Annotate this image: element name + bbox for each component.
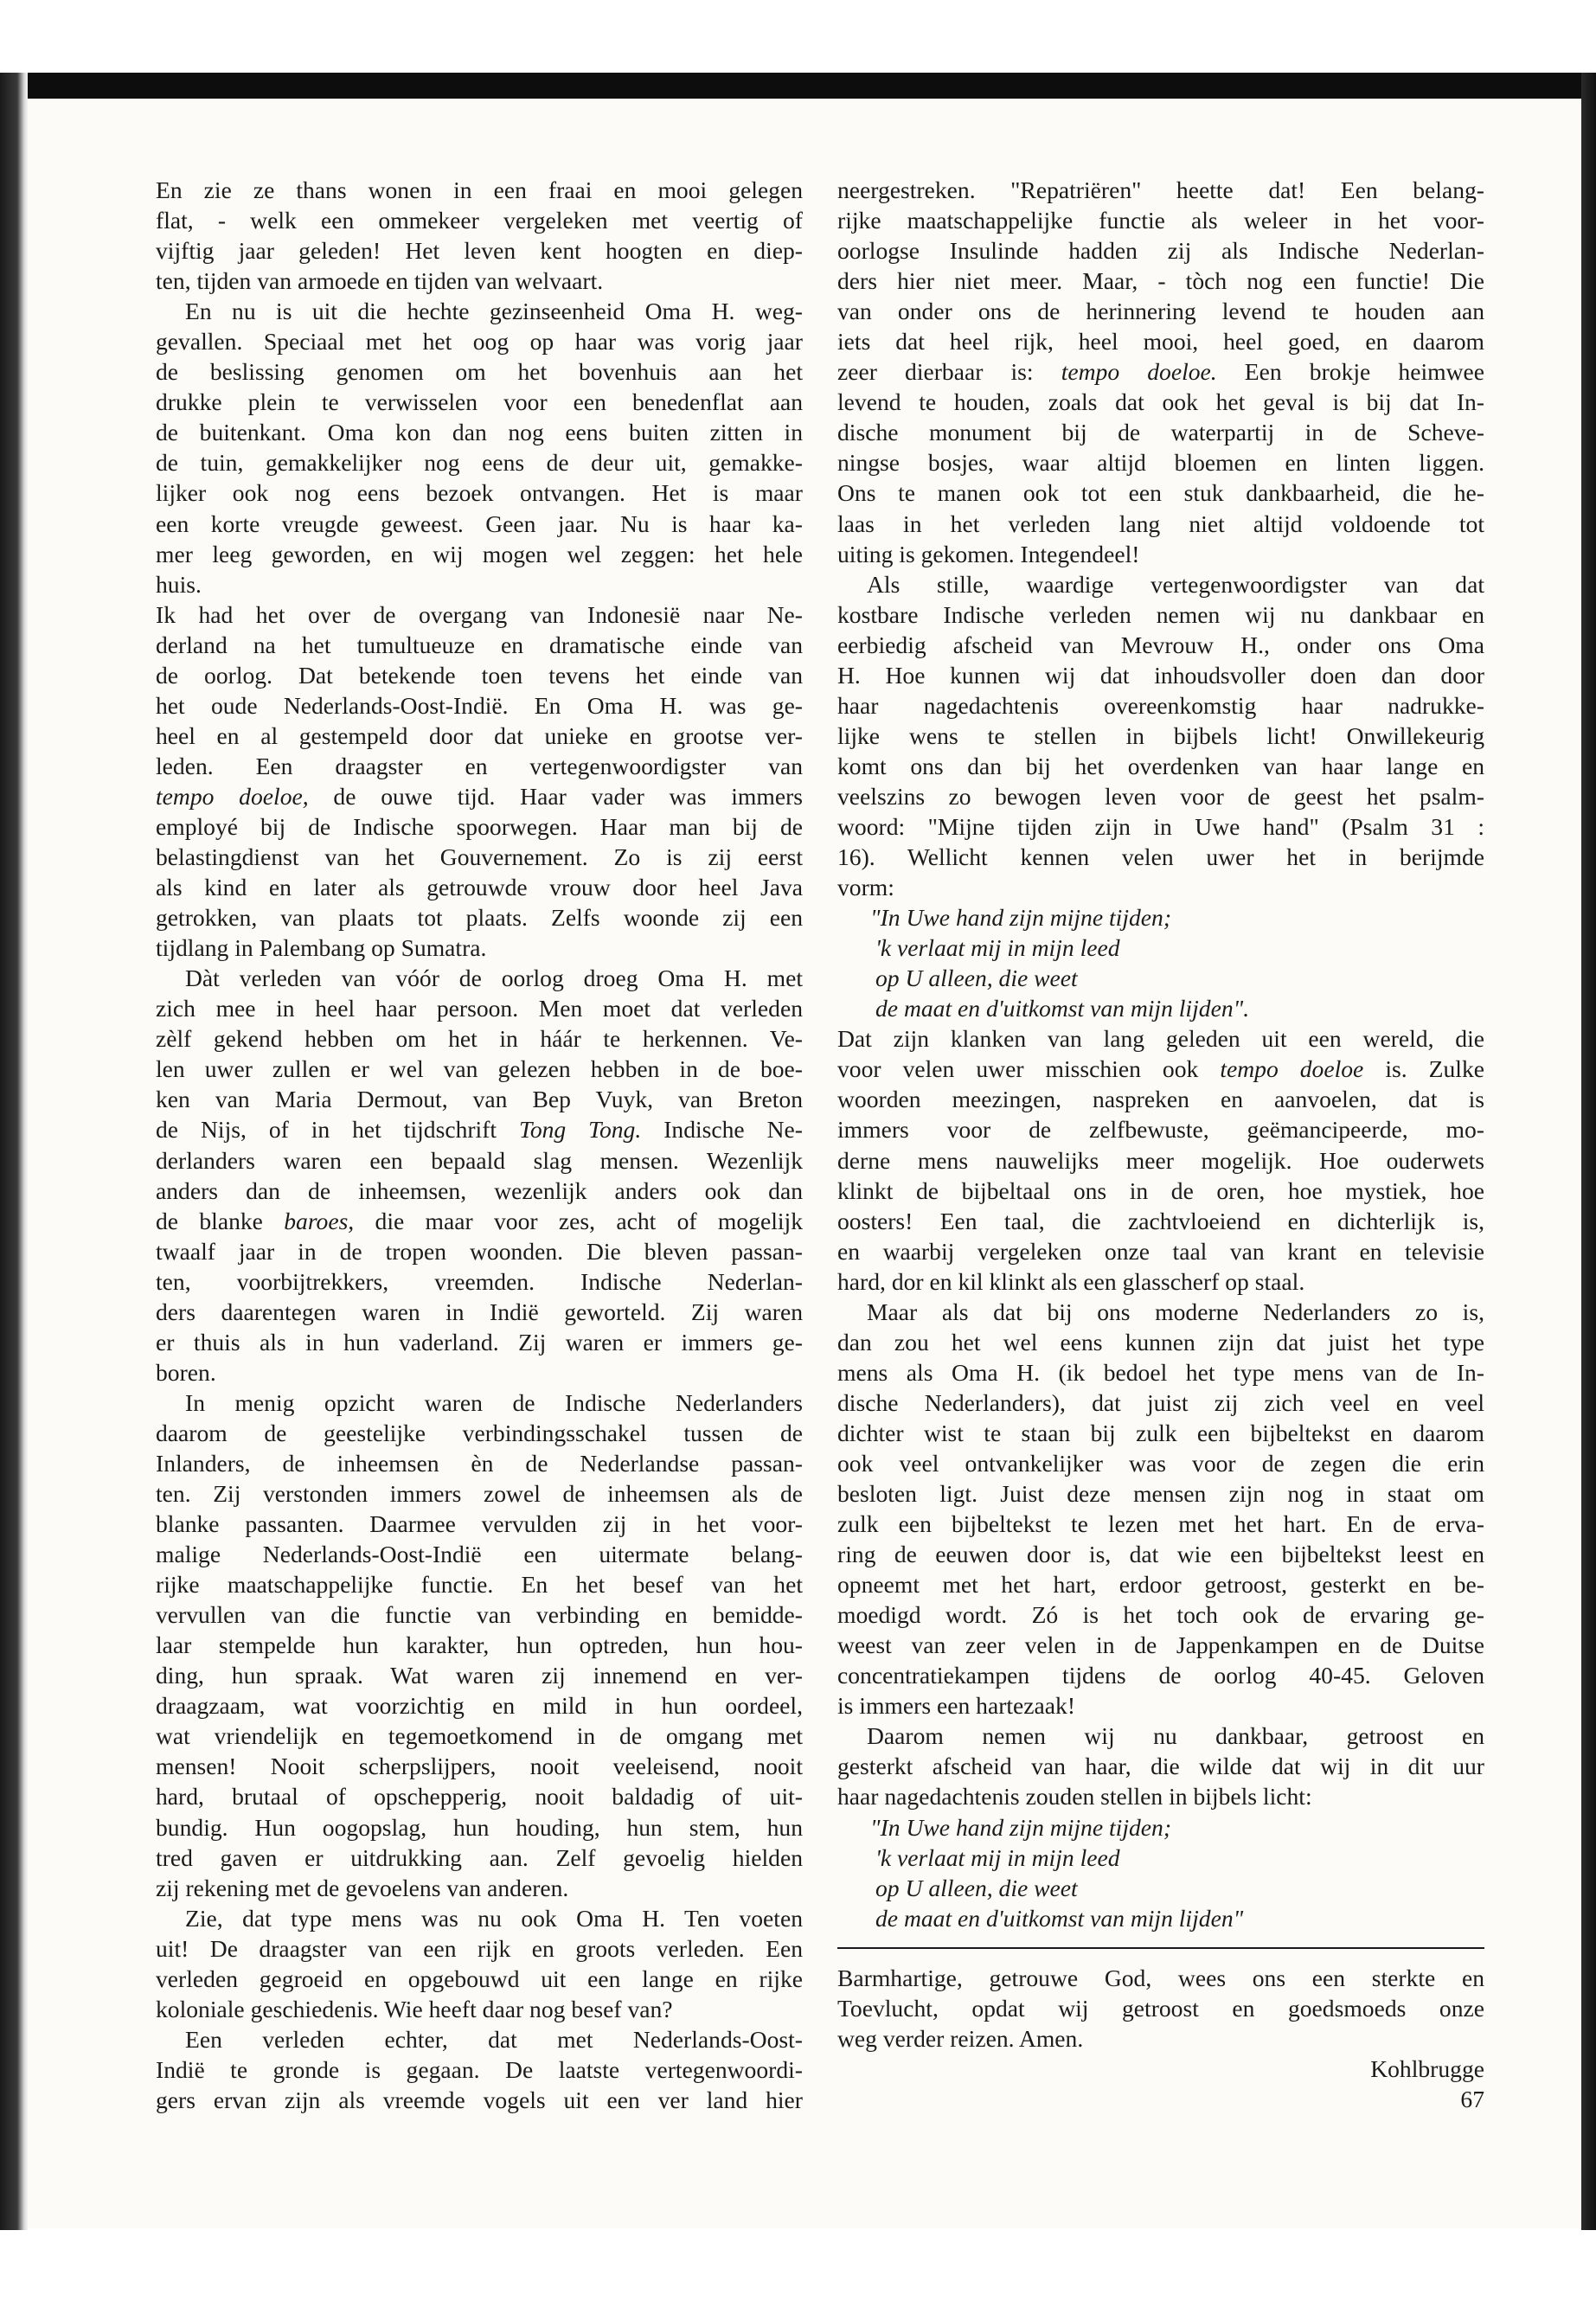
text-line: boren.: [156, 1358, 216, 1386]
section-divider: [837, 1939, 1484, 1949]
text-line: Indië te gronde is gegaan. De laatste vertegenwoordi-: [156, 2055, 803, 2083]
text-line: leden. Een draagster en vertegenwoordigster van: [156, 752, 803, 779]
text-line: Ons te manen ook tot een stuk dankbaarheid, die he-: [837, 479, 1484, 507]
text-line: ding, hun spraak. Wat waren zij innemend en ver-: [156, 1662, 803, 1689]
text-line: ningse bosjes, waar altijd bloemen en linten liggen.: [837, 449, 1484, 477]
text-line: Ik had het over de overgang van Indonesië naar Ne-: [156, 600, 803, 628]
text-line: zich mee in heel haar persoon. Men moet dat verleden: [156, 995, 803, 1022]
text-line: vijftig jaar geleden! Het leven kent hoogten en diep-: [156, 237, 803, 265]
text-line: Dàt verleden van vóór de oorlog droeg Oma H. met: [185, 965, 803, 992]
italic-term: tempo doeloe.: [1061, 358, 1217, 386]
text-line: zeer dierbaar is: tempo doeloe. Een brokje heimwee: [837, 358, 1484, 386]
text-line: Zie, dat type mens was nu ook Oma H. Ten voeten: [185, 1904, 803, 1932]
text-line: ken van Maria Dermout, van Bep Vuyk, van Breton: [156, 1086, 803, 1113]
text-column-left: [156, 175, 803, 2115]
text-line: is immers een hartezaak!: [837, 1692, 1076, 1720]
text-line: blanke passanten. Daarmee vervulden zij in het voor-: [156, 1510, 803, 1538]
text-line: klinkt de bijbeltaal ons in de oren, hoe mystiek, hoe: [837, 1176, 1484, 1204]
text-line: levend te houden, zoals dat ook het geval is bij dat In-: [837, 388, 1484, 416]
text-line: tred gaven er uitdrukking aan. Zelf gevoelig hielden: [156, 1843, 803, 1871]
text-line: dan zou het wel eens kunnen zijn dat juist het type: [837, 1328, 1484, 1356]
text-line: getrokken, van plaats tot plaats. Zelfs woonde zij een: [156, 904, 803, 932]
text-line: de Nijs, of in het tijdschrift Tong Tong. Indische Ne-: [156, 1116, 803, 1144]
text-line: In menig opzicht waren de Indische Nederlanders: [185, 1388, 803, 1416]
text-line: H. Hoe kunnen wij dat inhoudsvoller doen dan door: [837, 661, 1484, 689]
text-line: huis.: [156, 570, 202, 598]
italic-term: tempo doeloe: [1220, 1055, 1364, 1083]
text-line: ten, voorbijtrekkers, vreemden. Indische Nederlan-: [156, 1267, 803, 1295]
text-line: drukke plein te verwisselen voor een benedenflat aan: [156, 388, 803, 416]
text-line: oorlogse Insulinde hadden zij als Indische Nederlan-: [837, 237, 1484, 265]
poem-line: de maat en d'uitkomst van mijn lijden": [875, 1904, 1244, 1932]
text-line: lijke wens te stellen in bijbels licht! Onwillekeurig: [837, 721, 1484, 749]
text-line: immers voor de zelfbewuste, geëmancipeerde, mo-: [837, 1116, 1484, 1144]
text-line: anders dan de inheemsen, wezenlijk anders ook dan: [156, 1176, 803, 1204]
text-line: malige Nederlands-Oost-Indië een uitermate belang-: [156, 1541, 803, 1568]
text-line: daarom de geestelijke verbindingsschakel tussen de: [156, 1419, 803, 1446]
text-line: koloniale geschiedenis. Wie heeft daar nog besef van?: [156, 1995, 673, 2022]
text-line: woord: "Mijne tijden zijn in Uwe hand" (Psalm 31 :: [837, 812, 1484, 840]
text-line: zij rekening met de gevoelens van anderen.: [156, 1874, 569, 1901]
text-line: haar nagedachtenis overeenkomstig haar nadrukke-: [837, 691, 1484, 719]
text-line: bundig. Hun oogopslag, hun houding, hun stem, hun: [156, 1813, 803, 1841]
text-line: lijker ook nog eens bezoek ontvangen. Het is maar: [156, 479, 803, 507]
text-line: verleden gegroeid en opgebouwd uit een lange en rijke: [156, 1965, 803, 1992]
text-line: en waarbij vergeleken onze taal van krant en televisie: [837, 1237, 1484, 1265]
text-line: vorm:: [837, 874, 894, 901]
text-line: gers ervan zijn als vreemde vogels uit een ver land hier: [156, 2086, 803, 2113]
text-line: besloten ligt. Juist deze mensen zijn nog in staat om: [837, 1480, 1484, 1508]
text-line: laar stempelde hun karakter, hun optreden, hun hou-: [156, 1631, 803, 1659]
text-line: ring de eeuwen door is, dat wie een bijbeltekst leest en: [837, 1541, 1484, 1568]
italic-term: baroes,: [284, 1207, 355, 1234]
text-line: rijke maatschappelijke functie. En het besef van het: [156, 1571, 803, 1599]
text-line: derland na het tumultueuze en dramatische einde van: [156, 631, 803, 658]
text-line: wat vriendelijk en tegemoetkomend in de omgang met: [156, 1722, 803, 1750]
italic-term: Tong Tong.: [519, 1116, 642, 1144]
text-line: Dat zijn klanken van lang geleden uit een wereld, die: [837, 1025, 1484, 1053]
text-line: ten. Zij verstonden immers zowel de inheemsen als de: [156, 1480, 803, 1508]
text-line: heel en al gestempeld door dat unieke en grootse ver-: [156, 721, 803, 749]
italic-term: tempo doeloe,: [156, 782, 309, 810]
text-line: gevallen. Speciaal met het oog op haar was vorig jaar: [156, 328, 803, 356]
text-line: flat, - welk een ommekeer vergeleken met veertig of: [156, 207, 803, 234]
text-line: concentratiekampen tijdens de oorlog 40-45. Geloven: [837, 1662, 1484, 1689]
text-line: iets dat heel rijk, heel mooi, heel goed, en daarom: [837, 328, 1484, 356]
text-line: twaalf jaar in de tropen woonden. Die bleven passan-: [156, 1237, 803, 1265]
poem-line: op U alleen, die weet: [875, 1874, 1078, 1901]
text-line: ders daarentegen waren in Indië geworteld. Zij waren: [156, 1298, 803, 1325]
poem-line: "In Uwe hand zijn mijne tijden;: [870, 904, 1172, 932]
author-signature: Kohlbrugge: [1370, 2054, 1484, 2082]
text-line: Toevlucht, opdat wij getroost en goedsmoeds onze: [837, 1994, 1484, 2022]
text-line: de oorlog. Dat betekende toen tevens het einde van: [156, 661, 803, 689]
text-line: En nu is uit die hechte gezinseenheid Oma H. weg-: [185, 298, 803, 325]
text-line: mens als Oma H. (ik bedoel het type mens van de In-: [837, 1358, 1484, 1386]
poem-line: op U alleen, die weet: [875, 965, 1078, 992]
text-line: belastingdienst van het Gouvernement. Zo is zij eerst: [156, 843, 803, 871]
text-line: 16). Wellicht kennen velen uwer het in berijmde: [837, 843, 1484, 871]
text-line: ders hier niet meer. Maar, - tòch nog een functie! Die: [837, 267, 1484, 295]
text-line: van onder ons de herinnering levend te houden aan: [837, 298, 1484, 325]
text-line: een korte vreugde geweest. Geen jaar. Nu is haar ka-: [156, 510, 803, 537]
scan-margin-bottom: [0, 2230, 1596, 2301]
text-line: draagzaam, wat voorzichtig en mild in hun oordeel,: [156, 1692, 803, 1720]
text-line: het oude Nederlands-Oost-Indië. En Oma H. was ge-: [156, 691, 803, 719]
poem-line: 'k verlaat mij in mijn leed: [875, 934, 1120, 962]
text-line: dichter wist te staan bij zulk een bijbeltekst en daarom: [837, 1419, 1484, 1446]
text-line: de beslissing genomen om het bovenhuis aan het: [156, 358, 803, 386]
text-line: gesterkt afscheid van haar, die wilde dat wij in dit uur: [837, 1753, 1484, 1780]
text-line: mensen! Nooit scherpslijpers, nooit veeleisend, nooit: [156, 1753, 803, 1780]
text-line: weest van zeer velen in de Jappenkampen en de Duitse: [837, 1631, 1484, 1659]
text-line: de blanke baroes, die maar voor zes, acht of mogelijk: [156, 1207, 803, 1234]
poem-line: "In Uwe hand zijn mijne tijden;: [870, 1813, 1172, 1841]
text-line: haar nagedachtenis zouden stellen in bijbels licht:: [837, 1783, 1312, 1811]
scanner-edge-top: [0, 73, 1596, 99]
text-line: rijke maatschappelijke functie als weleer in het voor-: [837, 207, 1484, 234]
scanner-edge-right: [1581, 73, 1596, 2235]
text-line: derlanders waren een bepaald slag mensen. Wezenlijk: [156, 1146, 803, 1174]
text-line: Maar als dat bij ons moderne Nederlanders zo is,: [867, 1298, 1484, 1325]
text-line: len uwer zullen er wel van gelezen hebben in de boe-: [156, 1055, 803, 1083]
text-line: kostbare Indische verleden nemen wij nu dankbaar en: [837, 600, 1484, 628]
text-line: als kind en later als getrouwde vrouw door heel Java: [156, 874, 803, 901]
page-number: 67: [1460, 2085, 1484, 2112]
text-line: tijdlang in Palembang op Sumatra.: [156, 934, 487, 962]
text-line: oosters! Een taal, die zachtvloeiend en dichterlijk is,: [837, 1207, 1484, 1234]
text-line: neergestreken. "Repatriëren" heette dat! Een belang-: [837, 176, 1484, 203]
text-line: employé bij de Indische spoorwegen. Haar man bij de: [156, 812, 803, 840]
text-line: uit! De draagster van een rijk en groots verleden. Een: [156, 1934, 803, 1962]
text-line: derne mens nauwelijks meer mogelijk. Hoe ouderwets: [837, 1146, 1484, 1174]
text-line: moedigd wordt. Zó is het toch ook de ervaring ge-: [837, 1601, 1484, 1629]
text-line: zèlf gekend hebben om het in háár te herkennen. Ve-: [156, 1025, 803, 1053]
text-line: Een verleden echter, dat met Nederlands-Oost-: [185, 2025, 803, 2053]
text-line: veelszins zo bewogen leven voor de geest het psalm-: [837, 782, 1484, 810]
text-line: hard, brutaal of opschepperig, nooit baldadig of uit-: [156, 1783, 803, 1811]
text-line: er thuis als in hun vaderland. Zij waren er immers ge-: [156, 1328, 803, 1356]
text-line: En zie ze thans wonen in een fraai en mooi gelegen: [156, 176, 803, 203]
text-line: tempo doeloe, de ouwe tijd. Haar vader was immers: [156, 782, 803, 810]
poem-line: 'k verlaat mij in mijn leed: [875, 1843, 1120, 1871]
text-line: de buitenkant. Oma kon dan nog eens buiten zitten in: [156, 419, 803, 446]
text-line: woorden meezingen, naspreken en aanvoelen, dat is: [837, 1086, 1484, 1113]
text-line: ten, tijden van armoede en tijden van welvaart.: [156, 267, 604, 295]
text-line: Als stille, waardige vertegenwoordigster van dat: [867, 570, 1484, 598]
text-line: laas in het verleden lang niet altijd voldoende tot: [837, 510, 1484, 537]
text-line: zulk een bijbeltekst te lezen met het hart. En de erva-: [837, 1510, 1484, 1538]
text-line: opneemt met het hart, erdoor getroost, gesterkt en be-: [837, 1571, 1484, 1599]
text-line: voor velen uwer misschien ook tempo doeloe is. Zulke: [837, 1055, 1484, 1083]
poem-line: de maat en d'uitkomst van mijn lijden".: [875, 995, 1250, 1022]
text-line: eerbiedig afscheid van Mevrouw H., onder ons Oma: [837, 631, 1484, 658]
text-line: Daarom nemen wij nu dankbaar, getroost en: [867, 1722, 1484, 1750]
text-line: komt ons dan bij het overdenken van haar lange en: [837, 752, 1484, 779]
text-line: Barmhartige, getrouwe God, wees ons een sterkte en: [837, 1964, 1484, 1991]
text-column-right: [837, 175, 1484, 2114]
text-line: de tuin, gemakkelijker nog eens de deur uit, gemakke-: [156, 449, 803, 477]
text-line: hard, dor en kil klinkt als een glasscherf op staal.: [837, 1267, 1305, 1295]
text-line: dische Nederlanders), dat juist zij zich veel en veel: [837, 1388, 1484, 1416]
text-line: ook veel ontvankelijker was voor de zegen die erin: [837, 1449, 1484, 1477]
text-line: Inlanders, de inheemsen èn de Nederlandse passan-: [156, 1449, 803, 1477]
text-line: dische monument bij de waterpartij in de Scheve-: [837, 419, 1484, 446]
text-line: uiting is gekomen. Integendeel!: [837, 540, 1140, 567]
text-line: weg verder reizen. Amen.: [837, 2024, 1084, 2052]
book-spine-shadow: [0, 73, 28, 2235]
text-line: vervullen van die functie van verbinding en bemidde-: [156, 1601, 803, 1629]
text-line: mer leeg geworden, en wij mogen wel zeggen: het hele: [156, 540, 803, 567]
